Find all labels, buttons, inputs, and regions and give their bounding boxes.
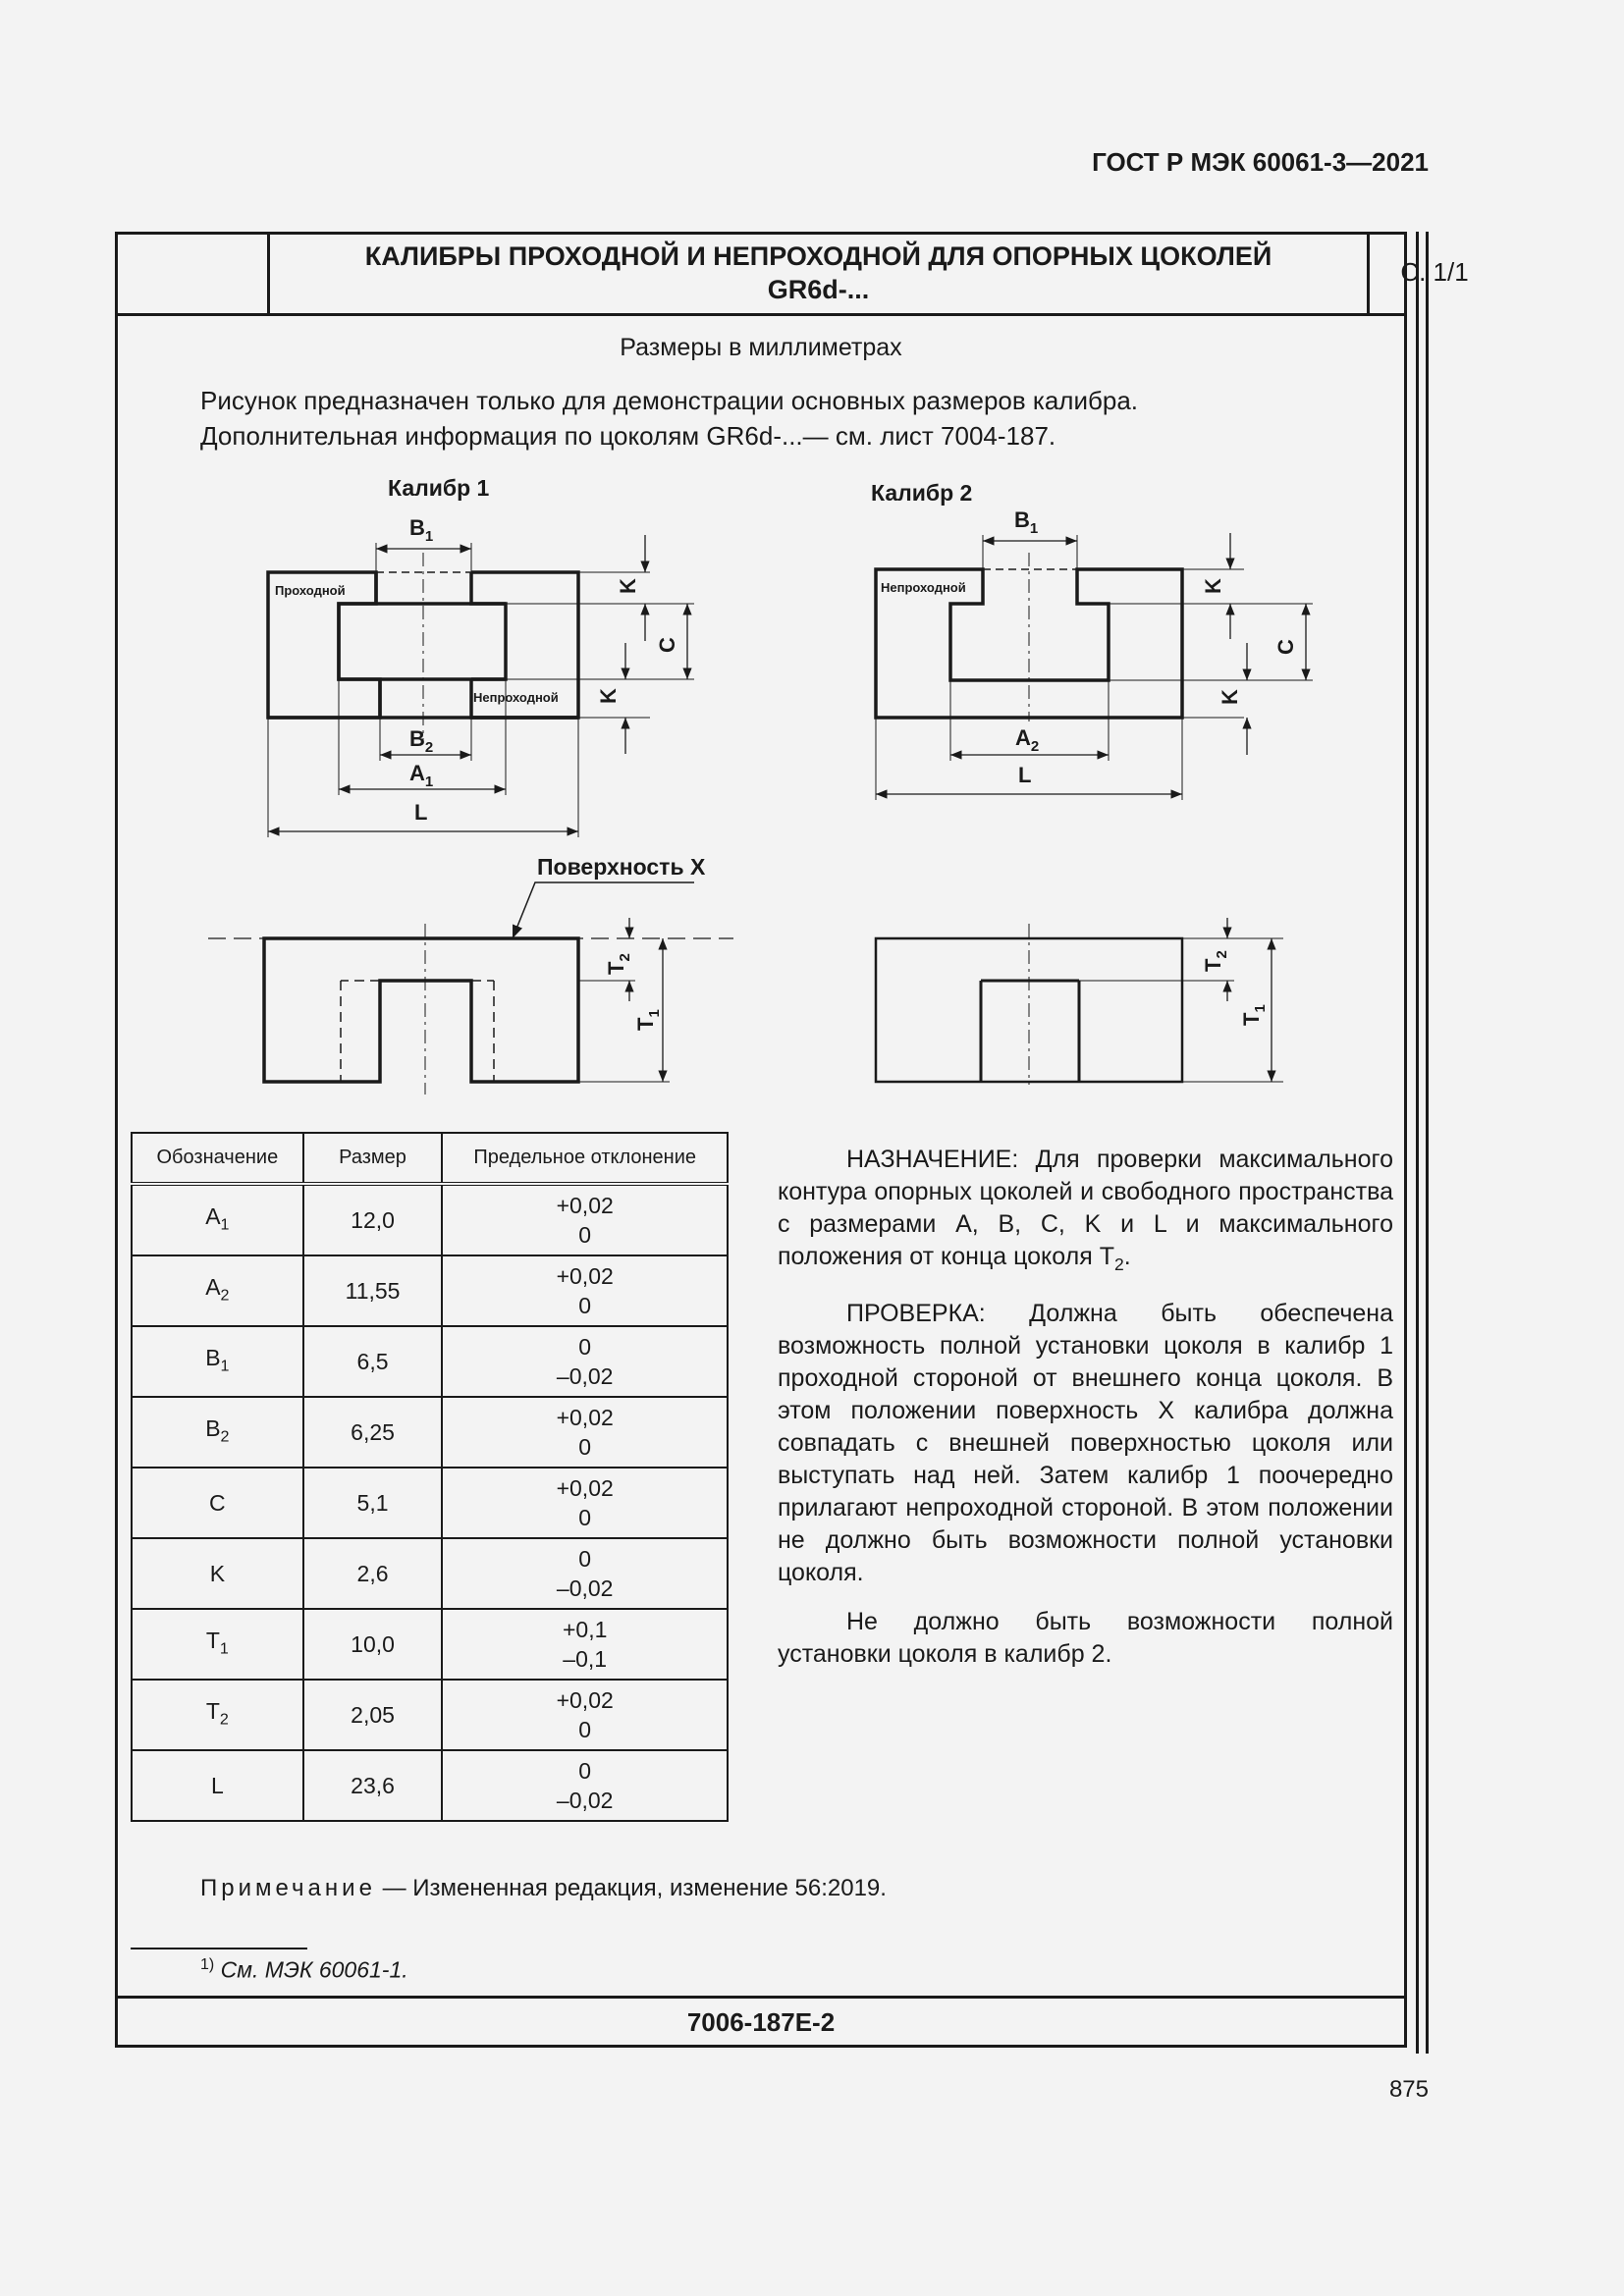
page-number: 875 <box>1388 2076 1429 2103</box>
gauge2-check-paragraph: Не должно быть возможности полной установки цоколя в калибр 2. <box>778 1608 1393 1668</box>
cell-designation: $A_1$ <box>132 1184 303 1255</box>
surface-x-label: Поверхность X <box>537 854 706 880</box>
gauge2-side <box>876 918 1283 1085</box>
gauge1-side <box>208 854 733 1095</box>
standard-designation: ГОСТ Р МЭК 60061-3—2021 <box>1092 147 1429 177</box>
gauge2-nogo-label: Непроходной <box>881 580 966 595</box>
dim-t2-label: $T_2$ <box>604 953 633 975</box>
cell-designation: $B_1$ <box>132 1326 303 1397</box>
cell-designation: K <box>132 1538 303 1609</box>
cell-designation: $A_2$ <box>132 1255 303 1326</box>
purpose-paragraph: НАЗНАЧЕНИЕ: Для проверки максимального контура опорных цоколей и свободного пространства с размерами A, B, C, K и L и максимального положения от конца цоколя $T_2$. <box>778 1146 1393 1274</box>
intro-line1: Рисунок предназначен только для демонстрации основных размеров калибра. <box>200 386 1139 415</box>
table-row <box>132 1468 728 1538</box>
gauge2-plan <box>871 480 1313 800</box>
gauge2-dim-t1-label: $T_1$ <box>1239 1004 1269 1026</box>
sheet-title-line1: КАЛИБРЫ ПРОХОДНОЙ И НЕПРОХОДНОЙ ДЛЯ ОПОРНЫХ ЦОКОЛЕЙ <box>364 241 1272 271</box>
table-row <box>132 1609 728 1680</box>
cell-designation: L <box>132 1750 303 1821</box>
dimensions-table <box>131 1132 729 1822</box>
gauge2-dim-t2-label: $T_2$ <box>1201 950 1230 972</box>
sheet-title <box>270 232 1370 313</box>
intro-line2: Дополнительная информация по цоколям GR6d-...— см. лист 7004-187. <box>200 421 1056 451</box>
gauge1-title: Калибр 1 <box>388 475 490 501</box>
cell-size: 6,5 <box>303 1326 443 1397</box>
title-block <box>115 232 1469 316</box>
cell-tolerance: +0,02 0 <box>442 1255 728 1326</box>
table-row <box>132 1397 728 1468</box>
sheet-code: 7006-187Е-2 <box>686 2007 836 2037</box>
dim-a1-label: $A_1$ <box>409 761 434 790</box>
table-row <box>132 1255 728 1326</box>
col-header-tolerance: Предельное отклонение <box>442 1133 728 1184</box>
go-side-label: Проходной <box>275 583 346 598</box>
table-row <box>132 1326 728 1397</box>
cell-size: 2,6 <box>303 1538 443 1609</box>
dim-l-label: L <box>414 800 428 825</box>
note-text: — Измененная редакция, изменение 56:2019. <box>382 1875 887 1901</box>
note <box>200 1875 887 1902</box>
col-header-designation: Обозначение <box>132 1133 303 1184</box>
cell-tolerance: 0 –0,02 <box>442 1750 728 1821</box>
cell-designation: $T_2$ <box>132 1680 303 1750</box>
purpose-text <box>778 1144 1393 1671</box>
frame-edge-rule <box>1416 232 1419 2054</box>
footnote-mark: 1) <box>200 1956 215 1973</box>
cell-size: 6,25 <box>303 1397 443 1468</box>
dim-b1-label: $B_1$ <box>409 515 434 545</box>
nogo-side-label: Непроходной <box>473 690 559 705</box>
gauge2-dim-k-lower-label: K <box>1218 689 1242 705</box>
gauge2-title: Калибр 2 <box>871 480 973 506</box>
cell-size: 10,0 <box>303 1609 443 1680</box>
sheet-number: С. 1/1 <box>1400 257 1469 287</box>
cell-size: 2,05 <box>303 1680 443 1750</box>
cell-tolerance: 0 –0,02 <box>442 1538 728 1609</box>
dim-k-upper-label: K <box>616 578 640 594</box>
dim-b2-label: $B_2$ <box>409 726 434 756</box>
cell-tolerance: 0 –0,02 <box>442 1326 728 1397</box>
cell-size: 12,0 <box>303 1184 443 1255</box>
table-row <box>132 1538 728 1609</box>
table-row <box>132 1680 728 1750</box>
gauge2-dim-k-upper-label: K <box>1201 578 1225 594</box>
cell-tolerance: +0,02 0 <box>442 1468 728 1538</box>
gauge-drawings <box>115 466 1407 1114</box>
table-header-row <box>132 1133 728 1184</box>
cell-designation: C <box>132 1468 303 1538</box>
footnote-text: См. МЭК 60061-1. <box>220 1956 408 1983</box>
table-row <box>132 1750 728 1821</box>
title-empty-cell <box>115 232 270 313</box>
intro-text <box>200 383 1379 454</box>
cell-tolerance: +0,02 0 <box>442 1680 728 1750</box>
footer-rule <box>115 1996 1407 1999</box>
gauge1-plan <box>244 475 694 837</box>
units-note: Размеры в миллиметрах <box>620 334 902 361</box>
sheet-title-line2: GR6d-... <box>767 275 870 304</box>
cell-tolerance: +0,1 –0,1 <box>442 1609 728 1680</box>
cell-designation: $T_1$ <box>132 1609 303 1680</box>
cell-tolerance: +0,02 0 <box>442 1397 728 1468</box>
cell-size: 11,55 <box>303 1255 443 1326</box>
dim-k-lower-label: K <box>596 688 621 704</box>
cell-size: 5,1 <box>303 1468 443 1538</box>
cell-tolerance: +0,02 0 <box>442 1184 728 1255</box>
gauge2-dim-l-label: L <box>1018 763 1032 787</box>
dim-t1-label: $T_1$ <box>633 1009 663 1031</box>
cell-designation: $B_2$ <box>132 1397 303 1468</box>
dim-c-label: C <box>655 637 679 653</box>
col-header-size: Размер <box>303 1133 443 1184</box>
frame-edge-rule <box>1426 232 1429 2054</box>
gauge2-dim-b1-label: $B_1$ <box>1014 507 1039 537</box>
dim-a2-label: $A_2$ <box>1015 725 1040 755</box>
cell-size: 23,6 <box>303 1750 443 1821</box>
check-paragraph: ПРОВЕРКА: Должна быть обеспечена возможность полной установки цоколя в калибр 1 проходной стороной от внешнего конца цоколя. В этом положении поверхность X калибра должна совпадать с внешней поверхностью цоколя или выступать над ней. Затем калибр 1 поочередно прилагают непроходной стороной. В этом положении не должно быть возможности полной установки цоколя. <box>778 1300 1393 1586</box>
footnote-rule <box>131 1948 307 1949</box>
footnote <box>200 1956 408 1984</box>
table-row <box>132 1184 728 1255</box>
gauge2-dim-c-label: C <box>1273 639 1298 655</box>
note-label: Примечание <box>200 1875 376 1901</box>
